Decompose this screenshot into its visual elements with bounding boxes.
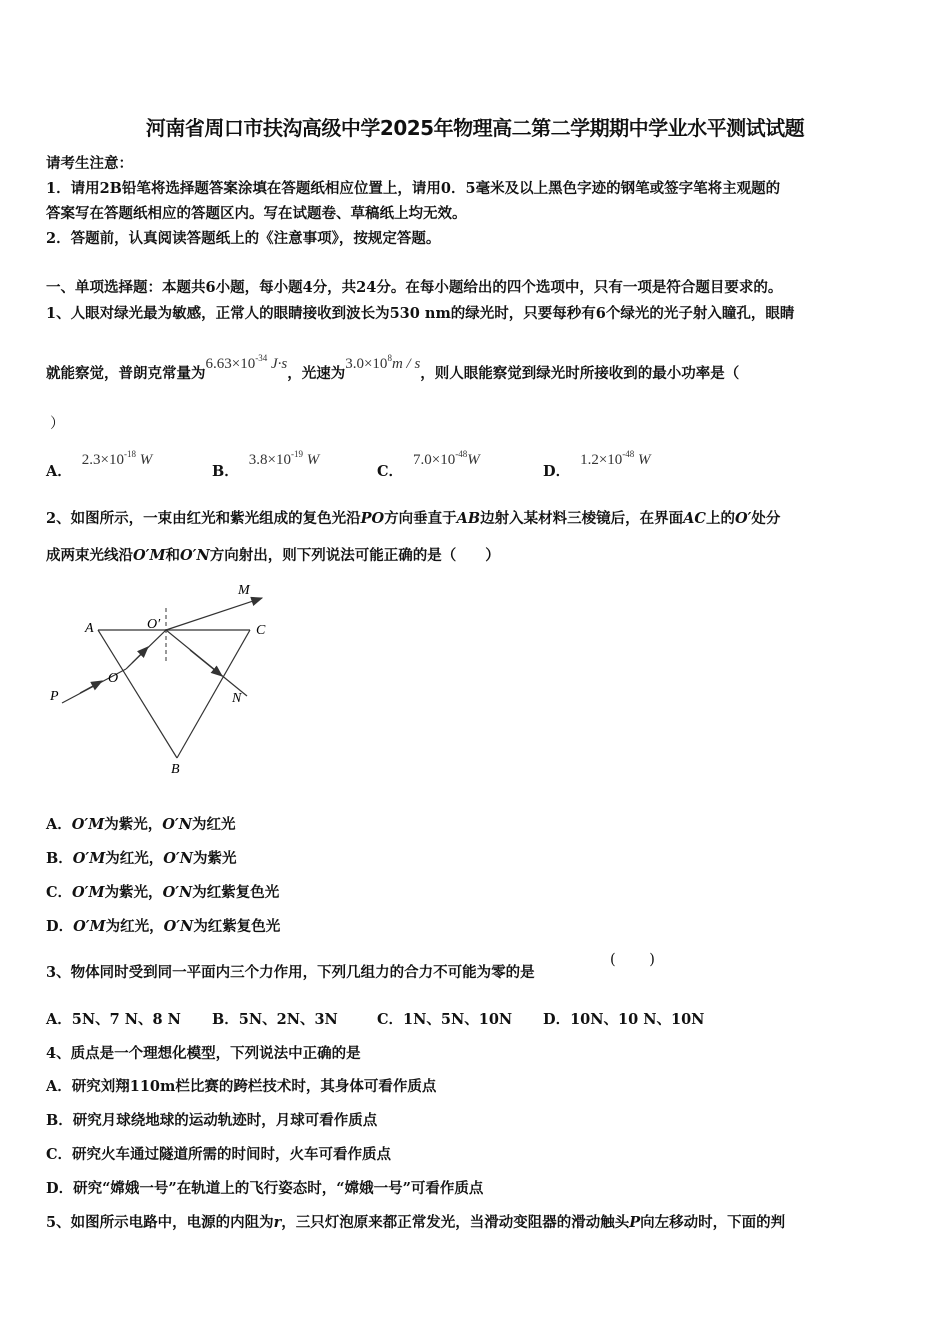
q1-text-c: ，则人眼能察觉到绿光时所接收到的最小功率是（: [420, 365, 740, 382]
notice-item-1a: 1．请用2B铅笔将选择题答案涂填在答题纸相应位置上，请用0．5毫米及以上黑色字迹的钢笔或签字笔将主观题的: [46, 180, 781, 197]
prism-diagram: [40, 570, 280, 785]
q1-text-a: 就能察觉，普朗克常量为: [46, 365, 206, 382]
ray-on-arrow: [190, 650, 222, 676]
q4-option-a[interactable]: A．研究刘翔110m栏比赛的跨栏技术时，其身体可看作质点: [46, 1078, 437, 1095]
planck-constant: $6.63\times 10^{-34}$ J·s: [205, 353, 288, 372]
q2-option-c[interactable]: C．O′M为紫光，O′N为红紫复色光: [46, 884, 280, 901]
q4-option-c[interactable]: C．研究火车通过隧道所需的时间时，火车可看作质点: [46, 1146, 392, 1163]
label-o: O: [108, 671, 119, 686]
q2-line1: 2、如图所示，一束由红光和紫光组成的复色光沿PO方向垂直于AB边射入某材料三棱镜后，在界面AC上的O′处分: [46, 510, 781, 527]
q2-line2: 成两束光线沿O′M和O′N方向射出，则下列说法可能正确的是（ ）: [46, 547, 500, 564]
q1-line3: ）: [50, 416, 65, 432]
q3-option-a[interactable]: A．5N、7 N、8 N: [46, 1011, 181, 1028]
q4-option-d[interactable]: D．研究“嫦娥一号”在轨道上的飞行姿态时，“嫦娥一号”可看作质点: [46, 1180, 484, 1197]
q1-line2: [46, 352, 740, 382]
label-p: P: [50, 689, 59, 704]
label-m: M: [238, 583, 250, 598]
q1-option-c[interactable]: C．$7.0\times 10^{-48}W$: [377, 449, 480, 480]
q4-option-b[interactable]: B．研究月球绕地球的运动轨迹时，月球可看作质点: [46, 1112, 378, 1129]
prism-edge-ab: [98, 630, 177, 758]
q1-line1: 1、人眼对绿光最为敏感，正常人的眼睛接收到波长为530 nm的绿光时，只要每秒有6个绿光的光子射入瞳孔，眼睛: [46, 305, 795, 322]
q2-option-a[interactable]: A．O′M为紫光，O′N为红光: [46, 816, 236, 833]
page-title: 河南省周口市扶沟高级中学2025年物理高二第二学期期中学业水平测试试题: [145, 116, 805, 140]
label-c: C: [256, 623, 266, 638]
q3-option-c[interactable]: C．1N、5N、10N: [377, 1011, 513, 1028]
label-n: N: [232, 691, 242, 706]
q3-option-d[interactable]: D．10N、10 N、10N: [543, 1011, 705, 1028]
q1-text-b: ，光速为: [287, 365, 346, 382]
q3-paren: ( ): [610, 952, 655, 968]
q3-stem: 3、物体同时受到同一平面内三个力作用，下列几组力的合力不可能为零的是: [46, 964, 535, 981]
notice-item-1b: 答案写在答题纸相应的答题区内。写在试题卷、草稿纸上均无效。: [46, 205, 467, 222]
label-a: A: [85, 621, 94, 636]
label-o-prime: O′: [147, 617, 161, 632]
q1-option-d[interactable]: D．$1.2\times 10^{-48}$ W: [543, 449, 651, 480]
section-heading: 一、单项选择题：本题共6小题，每小题4分，共24分。在每小题给出的四个选项中，只有一项是符合题目要求的。: [46, 279, 783, 296]
q1-option-b[interactable]: B．$3.8\times 10^{-19}$ W: [212, 449, 320, 480]
q2-option-d[interactable]: D．O′M为红光，O′N为红紫复色光: [46, 918, 281, 935]
q4-stem: 4、质点是一个理想化模型，下列说法中正确的是: [46, 1045, 361, 1062]
ray-po-arrow: [80, 681, 102, 693]
label-b: B: [171, 762, 180, 777]
notice-item-2: 2．答题前，认真阅读答题纸上的《注意事项》，按规定答题。: [46, 230, 441, 247]
q5-stem: 5、如图所示电路中，电源的内阻为r，三只灯泡原来都正常发光，当滑动变阻器的滑动触头P向左移动时，下面的判: [46, 1214, 786, 1231]
ray-om: [166, 598, 262, 630]
q3-option-b[interactable]: B．5N、2N、3N: [212, 1011, 338, 1028]
notice-heading: 请考生注意：: [46, 155, 133, 172]
light-speed: $3.0\times 10^8m / s$: [345, 353, 421, 372]
q1-option-a[interactable]: A．$2.3\times 10^{-18}$ W: [46, 449, 153, 480]
q2-option-b[interactable]: B．O′M为红光，O′N为紫光: [46, 850, 237, 867]
ray-oo-arrow: [132, 647, 148, 663]
